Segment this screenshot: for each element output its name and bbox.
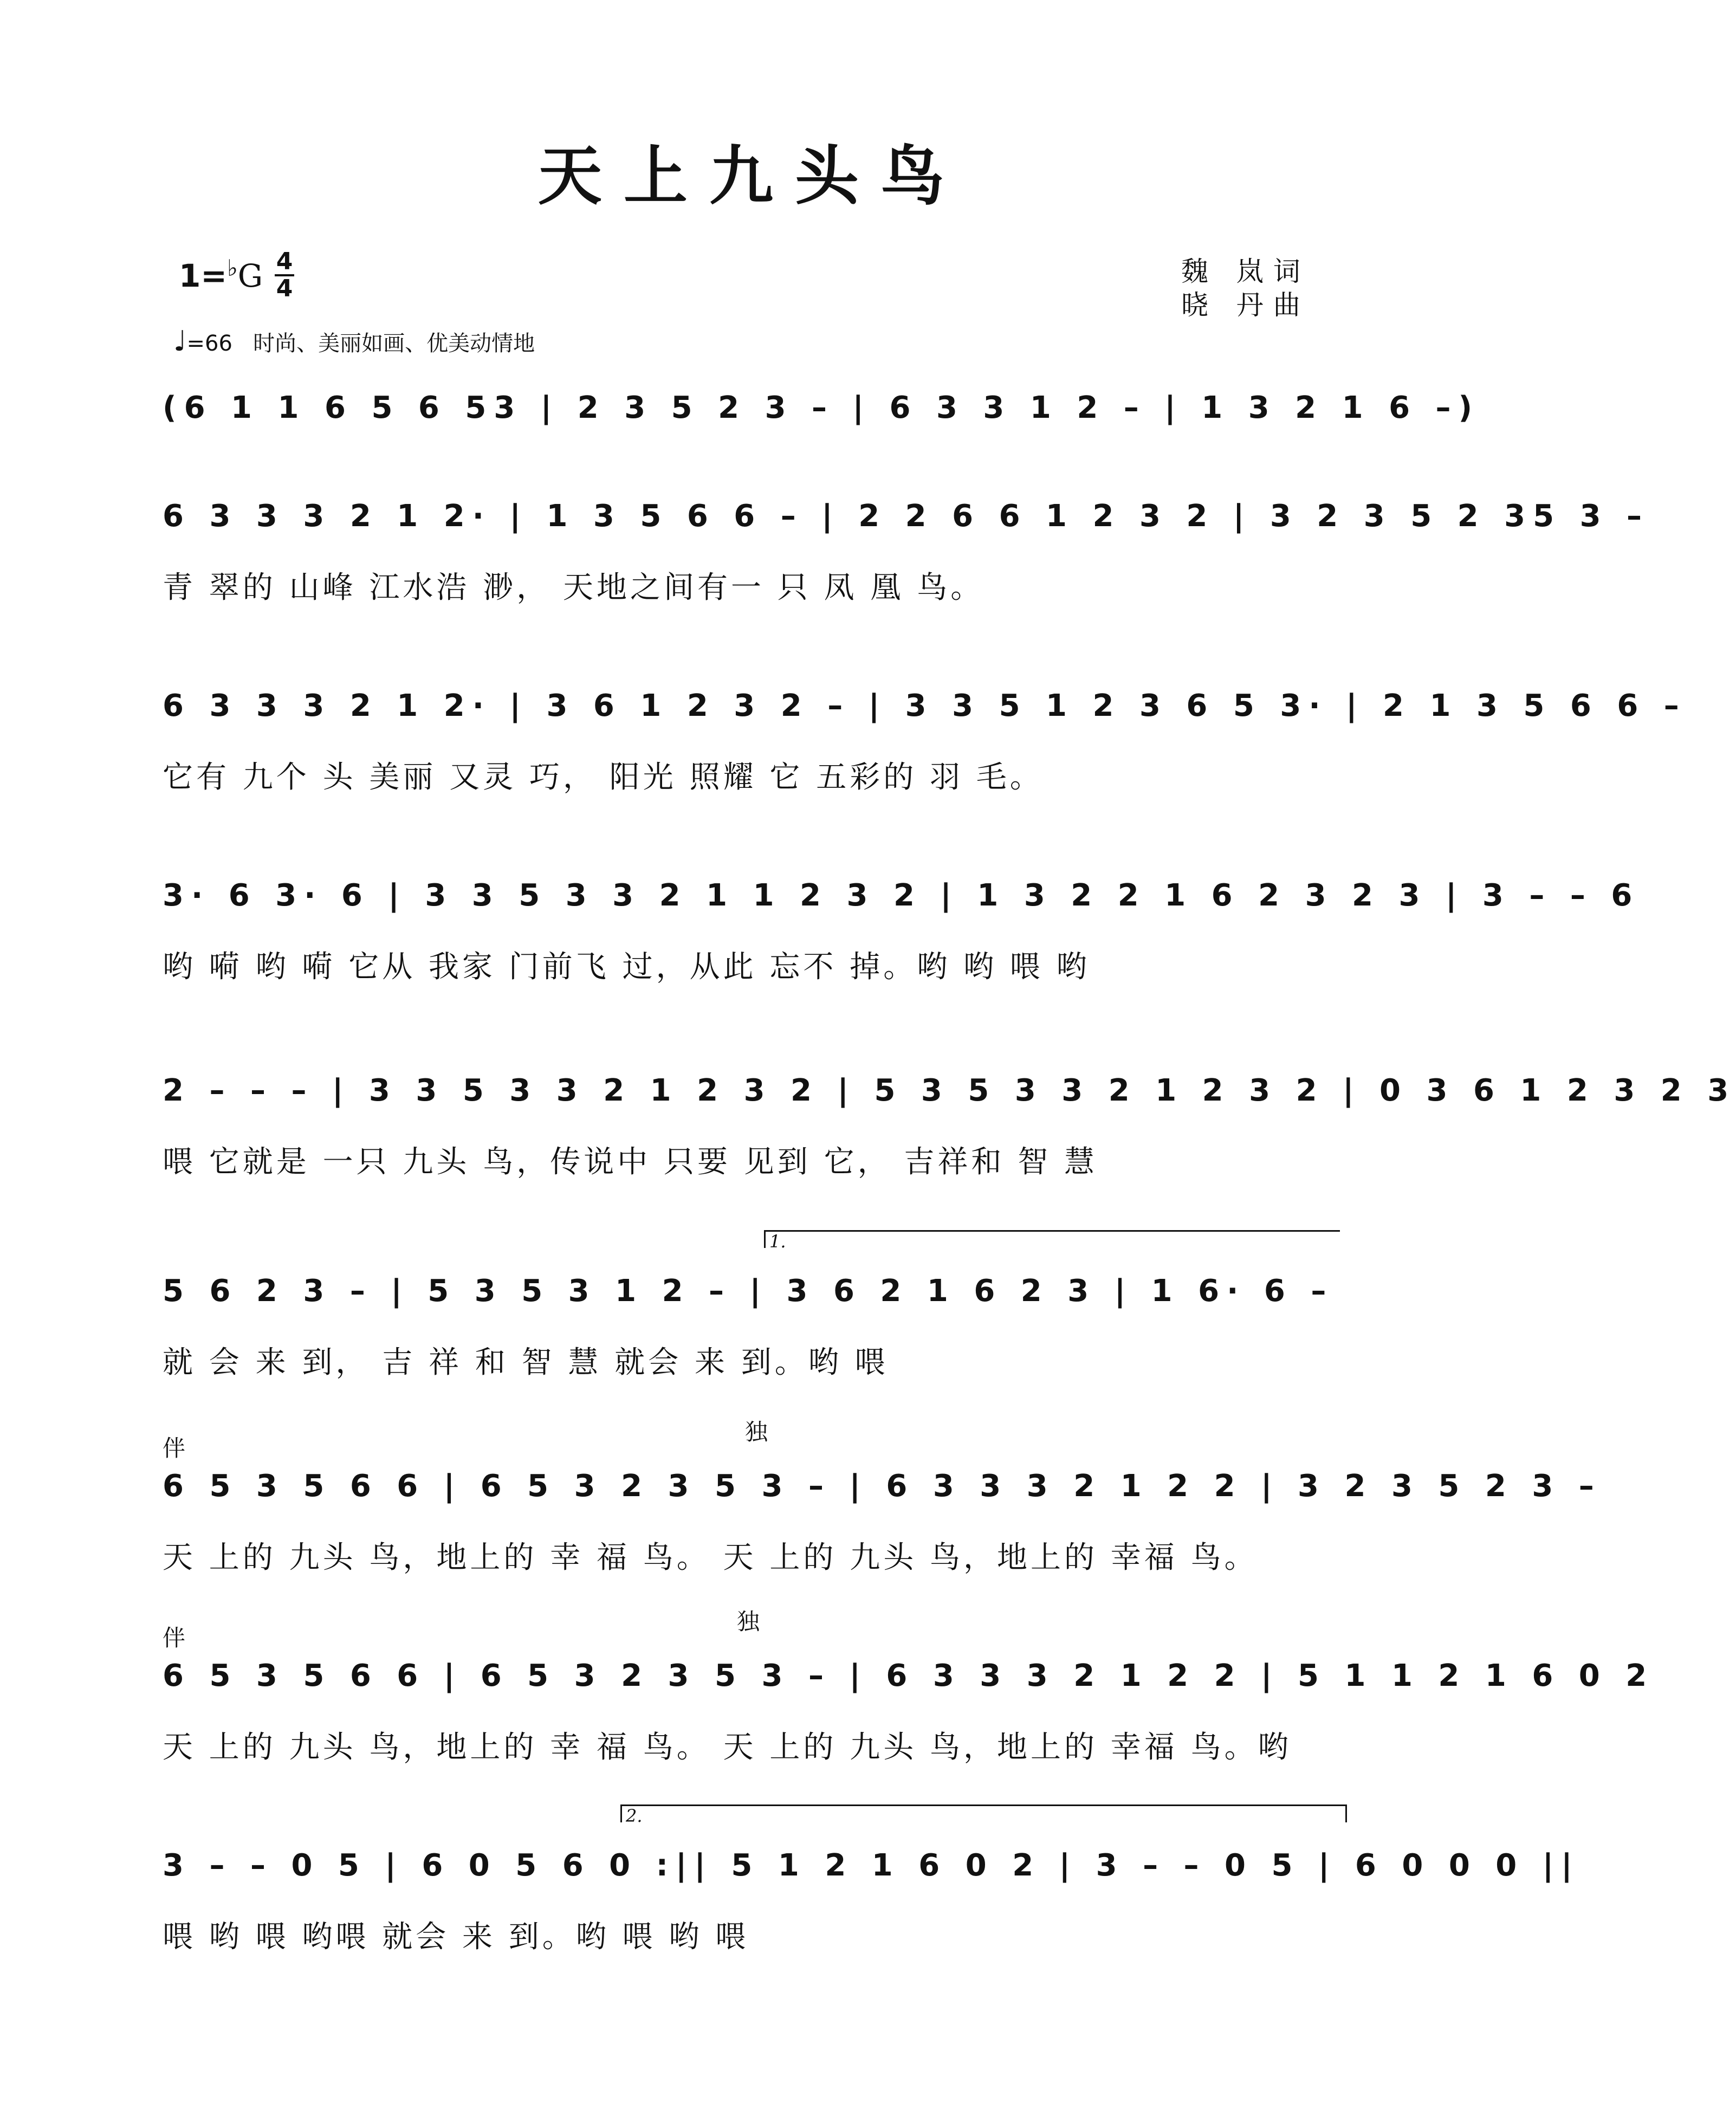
lyricist: 魏 岚词: [1181, 256, 1310, 287]
meter-bottom: 4: [276, 275, 293, 302]
solo-marker: 独: [737, 1608, 760, 1635]
first-ending-bracket: [764, 1230, 1340, 1248]
lyrics-line: 哟 嗬 哟 嗬 它从 我家 门前飞 过，从此 忘不 掉。哟 哟 喂 哟: [163, 949, 1090, 985]
solo-marker: 独: [745, 1419, 768, 1445]
first-ending-label: 1.: [769, 1231, 786, 1252]
lyrics-line: 天 上的 九头 鸟，地上的 幸 福 鸟。 天 上的 九头 鸟，地上的 幸福 鸟。哟: [163, 1730, 1292, 1765]
second-ending-label: 2.: [626, 1806, 643, 1826]
time-signature: [274, 249, 295, 301]
notation-line: 6 5 3 5 6 6 | 6 5 3 2 3 5 3 – | 6 3 3 3 2 1 2 2 | 5 1 1 2 1 6 0 2: [163, 1658, 1655, 1693]
second-ending-bracket: [620, 1804, 1347, 1822]
tempo-marking: [173, 325, 535, 358]
key-tonic-number: 1: [179, 257, 201, 294]
credits: [1181, 255, 1310, 322]
lyrics-line: 青 翠的 山峰 江水浩 渺， 天地之间有一 只 凤 凰 鸟。: [163, 570, 984, 605]
key-equals: =: [200, 257, 227, 294]
lyrics-line: 它有 九个 头 美丽 又灵 巧， 阳光 照耀 它 五彩的 羽 毛。: [163, 760, 1044, 795]
notation-line: 6 5 3 5 6 6 | 6 5 3 2 3 5 3 – | 6 3 3 3 2 1 2 2 | 3 2 3 5 2 3 –: [163, 1469, 1602, 1504]
notation-line: 6 3 3 3 2 1 2· | 3 6 1 2 3 2 – | 3 3 5 1 2 3 6 5 3· | 2 1 3 5 6 6 –: [163, 688, 1687, 723]
lyrics-line: 喂 哟 喂 哟喂 就会 来 到。哟 喂 哟 喂: [163, 1919, 749, 1955]
meter-top: 4: [276, 248, 293, 275]
tempo-value: =66: [186, 331, 232, 356]
lyrics-line: 天 上的 九头 鸟，地上的 幸 福 鸟。 天 上的 九头 鸟，地上的 幸福 鸟。: [163, 1540, 1258, 1575]
notation-line: 6 3 3 3 2 1 2· | 1 3 5 6 6 – | 2 2 6 6 1 2 3 2 | 3 2 3 5 2 35 3 –: [163, 499, 1650, 534]
notation-line: (6 1 1 6 5 6 53 | 2 3 5 2 3 – | 6 3 3 1 2 – | 1 3 2 1 6 –): [163, 390, 1480, 425]
song-title: 天上九头鸟: [537, 138, 966, 214]
notation-line: 3 – – 0 5 | 6 0 5 6 0 :|| 5 1 2 1 6 0 2 | 3 – – 0 5 | 6 0 0 0 ||: [163, 1848, 1580, 1883]
composer: 晓 丹曲: [1181, 289, 1310, 321]
notation-line: 5 6 2 3 – | 5 3 5 3 1 2 – | 3 6 2 1 6 2 3 | 1 6· 6 –: [163, 1273, 1334, 1309]
key-letter: G: [237, 257, 263, 294]
lyrics-line: 就 会 来 到， 吉 祥 和 智 慧 就会 来 到。哟 喂: [163, 1345, 889, 1380]
flat-icon: ♭: [226, 255, 238, 281]
quarter-note-icon: ♩: [173, 325, 187, 358]
notation-line: 3· 6 3· 6 | 3 3 5 3 3 2 1 1 2 3 2 | 1 3 2 2 1 6 2 3 2 3 | 3 – – 6: [163, 878, 1640, 913]
tempo-style: 时尚、美丽如画、优美动情地: [253, 331, 535, 356]
notation-line: 2 – – – | 3 3 5 3 3 2 1 2 3 2 | 5 3 5 3 3 2 1 2 3 2 | 0 3 6 1 2 3 2 3: [163, 1073, 1736, 1108]
key-signature: [179, 255, 263, 294]
accompaniment-marker: 伴: [163, 1625, 186, 1651]
lyrics-line: 喂 它就是 一只 九头 鸟，传说中 只要 见到 它， 吉祥和 智 慧: [163, 1144, 1098, 1180]
accompaniment-marker: 伴: [163, 1435, 186, 1461]
